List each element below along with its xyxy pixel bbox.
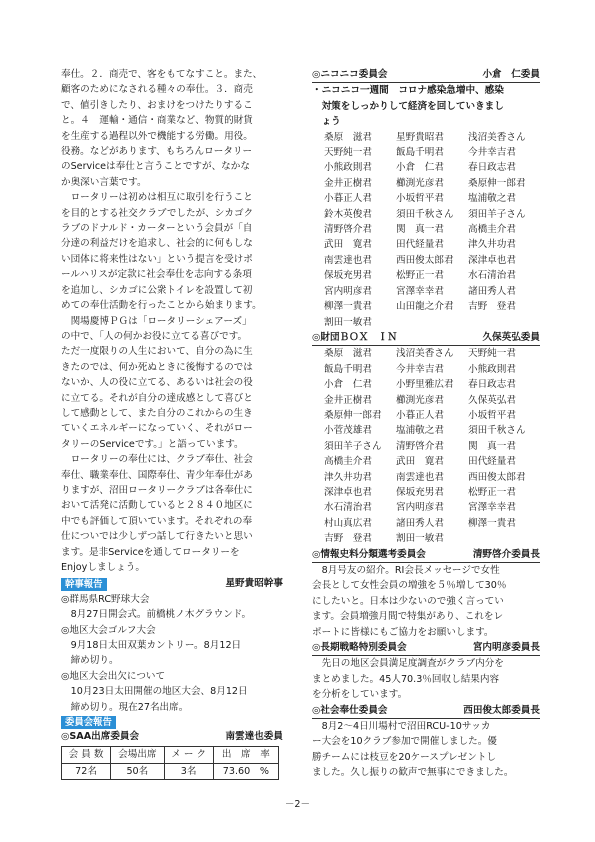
member-name: 塩浦敬之君 [396,425,444,437]
report-item-title: ◎地区大会出欠について [61,670,166,682]
member-name: 小暮正人君 [396,409,444,421]
niconico-names-list [312,130,540,330]
name-row [312,160,540,175]
member-name: 関 真一君 [396,224,444,236]
member-name: 春日政志君 [468,162,516,174]
text-line: 8月2～4日川場村で沼田RCU-10サッカ [312,721,491,733]
member-name: 諸田秀人君 [468,285,516,297]
name-row [312,315,540,330]
saa-chair: 南雲達也委員 [225,731,283,743]
member-name: 宮澤幸幸君 [468,502,516,514]
quote-paragraph [61,314,289,453]
member-name: 天野純一君 [468,348,516,360]
text-line: 分達の利益だけを追求し、社会的に何もしな [61,238,253,250]
member-name: 金井正樹君 [324,177,372,189]
text-line: して感動として、また自分のこれからの生き [61,407,253,419]
member-name: 諸田秀人君 [396,517,444,529]
text-line: ました。久し振りの歓声で無事にできました。 [312,767,514,779]
name-row [312,454,540,469]
name-row [312,284,540,299]
member-name: 高橋圭介君 [468,224,516,236]
member-name: 小倉 仁君 [396,162,444,174]
name-row [312,222,540,237]
member-name: 櫛渕光彦君 [396,177,444,189]
left-column [61,67,289,780]
name-row [312,408,540,423]
text-line: ます。是非Serviceを通してロータリーを [61,546,240,558]
member-name: 小熊政則君 [324,162,372,174]
member-name: 須田千秋さん [468,425,526,437]
text-line: ー大会を10クラブ参加で開催しました。優 [312,736,497,748]
niconico-week-line: ょう [321,116,341,128]
member-name: 高橋圭介君 [324,456,372,468]
member-name: 吉野 登君 [468,301,516,313]
member-name: 武田 寛君 [324,239,372,251]
name-row [312,500,540,515]
member-name: 津久井功君 [324,471,372,483]
text-line: 役務。などがあります、もちろんロータリー [61,146,253,158]
text-line: で、値引きしたり、おまけをつけたりするこ [61,99,253,111]
attendance-table [61,746,279,780]
joho-title: ◎情報史料分類選考委員会 [312,548,426,560]
member-name: 保坂充男君 [396,486,444,498]
zaidan-title: ◎財団ＢＯＸ ＩＮ [312,331,398,343]
text-line: めての奉仕活動を行ったことから始まります。 [61,300,262,312]
name-row [312,130,540,145]
member-name: 浅沼美香さん [468,131,526,143]
member-name: 小坂哲平君 [396,193,444,205]
member-name: 田代経量君 [468,456,516,468]
report-item-detail: 8月27日開会式。前橋桃ノ木グラウンド。 [70,609,252,621]
member-name: 須田羊子さん [324,440,382,452]
member-name: 割田一敏君 [324,316,372,328]
member-name: 宮内明彦君 [396,502,444,514]
name-row [312,268,540,283]
member-name: 深津卓也君 [468,254,516,266]
text-line: ないか、人の役に立てる、あるいは社会の役 [61,377,253,389]
text-line: 奉仕。２．商売で、客をもてなすこと。また、 [61,69,263,80]
shakai-heading [312,703,540,719]
niconico-heading [312,67,540,83]
service-paragraph [61,452,289,575]
table-cell: 50名 [111,763,164,779]
member-name: 天野純一君 [324,147,372,159]
member-name: 西田俊太郎君 [396,254,454,266]
founding-paragraph [61,190,289,313]
shakai-body [312,719,540,781]
name-row [312,485,540,500]
member-name: 小坂哲平君 [468,409,516,421]
member-name: 松野正一君 [396,270,444,282]
committee-report-header [61,716,289,729]
choki-chair: 宮内明彦委員長 [472,642,540,654]
joho-body [312,563,540,640]
page-number: －2－ [284,799,311,810]
text-line: 関場慶博ＰＧは「ロータリーシェアーズ」 [61,315,252,327]
text-line: ただ一度限りの人生において、自分の為に生 [61,346,253,358]
name-row [312,470,540,485]
report-item-detail: 10月23日太田開催の地区大会、8月12日 [70,686,248,698]
text-line: ていくエネルギーになっていく、それがロー [61,423,253,435]
member-name: 村山真広君 [324,517,372,529]
member-name: 桑原伸一郎君 [324,409,382,421]
member-name: 桑原 滋君 [324,348,372,360]
member-name: 山田龍之介君 [396,301,454,313]
kanji-report-header [61,576,289,591]
table-header-cell: メ ー ク [164,747,213,763]
niconico-chair: 小倉 仁委員 [482,69,540,80]
text-line: の中で、「人の何かお役に立てる喜びです。 [61,330,248,342]
committee-report-label: 委員会報告 [61,716,116,729]
text-line: りますが、沼田ロータリークラブは各奉仕に [61,484,253,496]
table-header-cell: 出 席 率 [213,747,278,763]
name-row [312,253,540,268]
intro-paragraph [61,67,289,190]
kanji-report-items [61,592,289,715]
choki-body [312,656,540,702]
text-line: まとめました。45人70.3％回収し結果内容 [312,673,500,685]
member-name: 須田千秋さん [396,208,454,220]
text-line: ラブのドナルド・カーターという会員が「自 [61,223,253,235]
member-name: 桑原伸一郎君 [468,177,526,189]
text-line: 勝チームには枝豆を20ケースプレゼントし [312,751,497,763]
name-row [312,299,540,314]
text-line: を分析をしています。 [312,689,408,701]
name-row [312,516,540,531]
report-item-title: ◎地区大会ゴルフ大会 [61,624,156,636]
text-line: タリーのServiceです。」と語っています。 [61,438,244,450]
text-line: ロータリーの奉仕には、クラブ奉仕、社会 [61,454,253,466]
member-name: 南雲達也君 [396,471,444,483]
table-cell: 72名 [62,763,111,779]
text-line: を生産する過程以外で機能する労働。用役。 [61,130,253,142]
zaidan-heading [312,330,540,346]
text-line: 8月号友の紹介。RI会長メッセージで女性 [312,565,500,576]
table-header-row [62,747,279,763]
kanji-report-label: 幹事報告 [61,578,107,591]
member-name: 小菅茂雄君 [324,425,372,437]
text-line: と。４ 運輸・通信・商業など、物質的財貨 [61,115,253,127]
member-name: 清野啓介君 [396,440,444,452]
text-line: を追加し、シカゴに公衆トイレを設置して初 [61,284,253,296]
member-name: 割田一敏君 [396,533,444,545]
text-line: Enjoyしましょう。 [61,562,145,573]
member-name: 関 真一君 [468,440,516,452]
zaidan-chair: 久保英弘委員 [482,331,540,343]
zaidan-names-list [312,346,540,546]
name-row [312,145,540,160]
member-name: 久保英弘君 [468,394,516,406]
member-name: 松野正一君 [468,486,516,498]
shakai-chair: 西田俊太郎委員長 [463,704,540,716]
text-line: 中でも評価して頂いています。それぞれの奉 [61,515,253,527]
member-name: 津久井功君 [468,239,516,251]
member-name: 小熊政則君 [468,363,516,375]
member-name: 今井幸吉君 [468,147,516,159]
text-line: ます。会員増強月間で特集があり、これをレ [312,611,504,623]
text-line: 仕についでは少しずつ話して行きたいと思い [61,531,253,543]
member-name: 小野里雅広君 [396,379,454,391]
name-row [312,377,540,392]
member-name: 武田 寛君 [396,456,444,468]
text-line: にしたいと。日本は少ないので強く言ってい [312,595,504,607]
text-line: 奉仕、職業奉仕、国際奉仕、青少年奉仕があ [61,469,253,481]
text-line: 会長として女性会員の増強を５％増して30％ [312,580,507,592]
name-row [312,362,540,377]
text-line: ロータリーは初めは相互に取引を行うこと [61,192,253,204]
name-row [312,531,540,546]
member-name: 須田羊子さん [468,208,526,220]
member-name: 田代経量君 [396,239,444,251]
text-line: きたのでは、何か死ぬときに後悔するのでは [61,361,253,373]
member-name: 保坂充男君 [324,270,372,282]
name-row [312,393,540,408]
choki-heading [312,640,540,656]
member-name: 小倉 仁君 [324,379,372,391]
report-item-detail: 9月18日太田双葉カントリー。8月12日 [70,640,242,652]
member-name: 清野啓介君 [324,224,372,236]
text-line: か奥深い言葉です。 [61,176,147,188]
shakai-title: ◎社会奉仕委員会 [312,704,388,716]
text-line: に立てる。それが自分の達成感として喜びと [61,392,253,404]
member-name: 宮澤幸幸君 [396,285,444,297]
name-row [312,176,540,191]
member-name: 鈴木英俊君 [324,208,372,220]
member-name: 深津卓也君 [324,486,372,498]
joho-heading [312,547,540,563]
member-name: 南雲達也君 [324,254,372,266]
member-name: 柳澤一貴君 [468,517,516,529]
name-row [312,191,540,206]
name-row [312,207,540,222]
member-name: 塩浦敬之君 [468,193,516,205]
member-name: 宮内明彦君 [324,285,372,297]
niconico-week-line: 対策をしっかりして経済を回していきまし [321,100,504,112]
member-name: 櫛渕光彦君 [396,394,444,406]
member-name: 飯島千明君 [324,363,372,375]
report-item-detail: 締め切り。現在27名出席。 [70,701,189,713]
member-name: 水石清治君 [324,502,372,514]
text-line: 顧客のためになされる種々の奉仕。３．商売 [61,84,253,96]
table-cell: 3名 [164,763,213,779]
member-name: 春日政志君 [468,379,516,391]
text-line: 先日の地区会員満足度調査がクラブ内分を [312,658,504,670]
report-item-title: ◎群馬県RC野球大会 [61,593,150,605]
member-name: 西田俊太郎君 [468,471,526,483]
kanji-report-reporter: 星野貴昭幹事 [225,578,283,590]
table-row [62,763,279,779]
name-row [312,423,540,438]
member-name: 柳澤一貴君 [324,301,372,313]
niconico-title: ◎ニコニコ委員会 [312,69,388,80]
member-name: 今井幸吉君 [396,363,444,375]
text-line: ポートに皆様にもご協力をお願いします。 [312,626,494,638]
member-name: 飯島千明君 [396,147,444,159]
text-line: おいて活発に活動していると２８４０地区に [61,500,253,512]
choki-title: ◎長期戦略特別委員会 [312,642,407,654]
table-header-cell: 会場出席 [111,747,164,763]
member-name: 金井正樹君 [324,394,372,406]
text-line: を目的とする社交クラブでしたが、シカゴク [61,207,254,219]
niconico-week-line: ・ニコニコ一週間 コロナ感染急増中、感染 [312,85,504,97]
saa-title: ◎SAA出席委員会 [61,731,140,743]
saa-heading [61,729,289,744]
name-row [312,346,540,361]
member-name: 吉野 登君 [324,533,372,545]
member-name: 水石清治君 [468,270,516,282]
member-name: 桑原 滋君 [324,131,372,143]
right-column [312,67,540,781]
text-line: ールハリスが定款に社会奉仕を志向する条項 [61,269,252,281]
table-header-cell: 会 員 数 [62,747,111,763]
table-cell: 73.60 % [213,763,278,779]
joho-chair: 清野啓介委員長 [472,548,540,560]
text-line: のServiceは奉仕と言うことですが、なかな [61,161,250,173]
name-row [312,439,540,454]
member-name: 小暮正人君 [324,193,372,205]
member-name: 星野貴昭君 [396,131,444,143]
report-item-detail: 締め切り。 [70,655,119,667]
name-row [312,237,540,252]
member-name: 浅沼美香さん [396,348,454,360]
text-line: い団体に将来性はない」という提言を受けポ [61,253,253,265]
